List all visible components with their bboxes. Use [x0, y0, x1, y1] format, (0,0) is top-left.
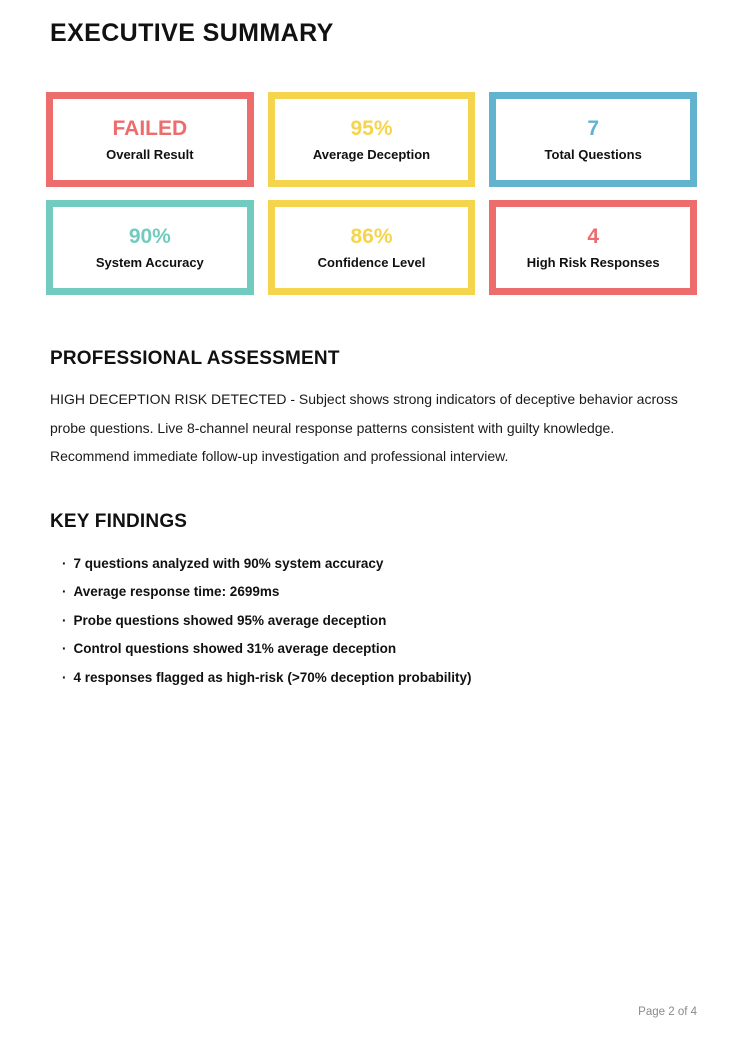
- stat-card: [489, 92, 697, 187]
- page-number: Page 2 of 4: [638, 1006, 697, 1018]
- finding-text: Average response time: 2699ms: [73, 584, 280, 599]
- stat-value: 4: [587, 225, 599, 248]
- bullet-glyph: ·: [62, 612, 67, 628]
- stat-card: [268, 200, 476, 295]
- bullet-glyph: ·: [62, 555, 67, 571]
- finding-item: [62, 607, 697, 636]
- page-title: EXECUTIVE SUMMARY: [50, 19, 334, 47]
- stat-card: [46, 200, 254, 295]
- stat-card: [268, 92, 476, 187]
- bullet-glyph: ·: [62, 641, 67, 656]
- stat-label: Total Questions: [544, 147, 642, 162]
- finding-item: [62, 578, 697, 607]
- finding-text: Control questions showed 31% average deception: [73, 641, 397, 656]
- stat-value: 7: [587, 117, 599, 140]
- finding-text: Probe questions showed 95% average deception: [73, 612, 387, 628]
- assessment-heading: PROFESSIONAL ASSESSMENT: [50, 348, 340, 369]
- stat-value: 90%: [128, 225, 171, 248]
- stat-card: [489, 200, 697, 295]
- finding-text: 7 questions analyzed with 90% system accuracy: [73, 555, 384, 571]
- stat-label: Overall Result: [106, 147, 194, 162]
- finding-item: [62, 635, 697, 664]
- stat-label: System Accuracy: [95, 255, 204, 270]
- stat-label: High Risk Responses: [526, 255, 660, 270]
- stat-label: Average Deception: [312, 147, 431, 162]
- bullet-glyph: ·: [62, 669, 67, 685]
- finding-item: [62, 550, 697, 579]
- findings-list: [50, 550, 697, 693]
- findings-heading: KEY FINDINGS: [50, 510, 188, 532]
- stat-value: 95%: [350, 117, 393, 140]
- stat-label: Confidence Level: [317, 255, 426, 270]
- assessment-body: HIGH DECEPTION RISK DETECTED - Subject shows strong indicators of deceptive behavior across probe questions. Live 8-channel neural response patterns consistent with guilty knowledge. Recommend immediate follow-up investigation and professional interview.: [50, 391, 678, 464]
- bullet-glyph: ·: [62, 584, 67, 599]
- stat-card-grid: [46, 92, 697, 295]
- stat-value: 86%: [350, 225, 393, 248]
- stat-value: FAILED: [112, 117, 188, 140]
- finding-text: 4 responses flagged as high-risk (>70% deception probability): [73, 669, 472, 685]
- stat-card: [46, 92, 254, 187]
- finding-item: [62, 664, 697, 693]
